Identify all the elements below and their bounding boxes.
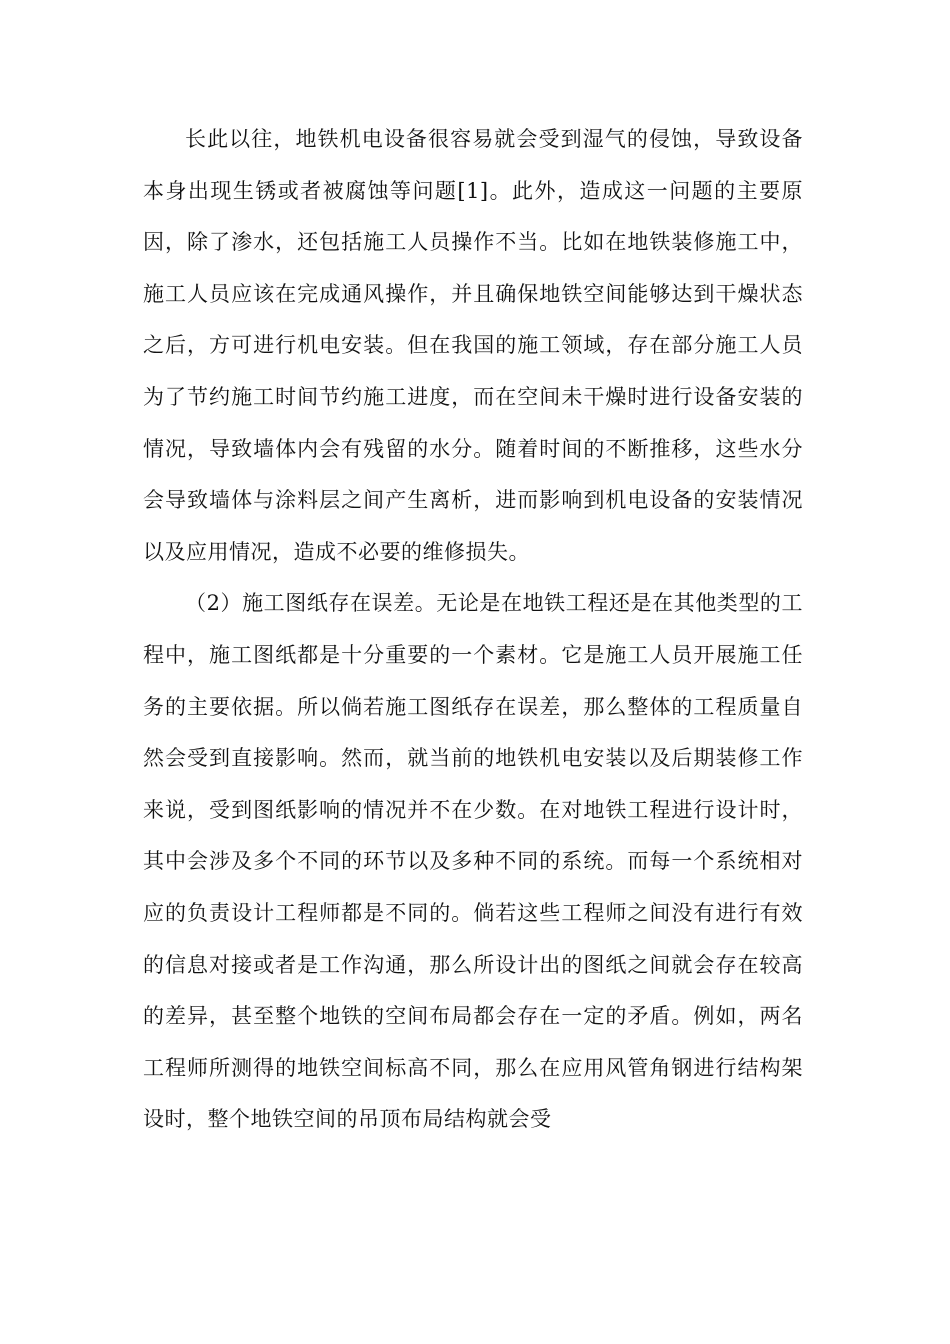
paragraph-1: 长此以往，地铁机电设备很容易就会受到湿气的侵蚀，导致设备本身出现生锈或者被腐蚀等问题[1]。此外，造成这一问题的主要原因，除了渗水，还包括施工人员操作不当。比如在地铁装修施工中，施工人员应该在完成通风操作，并且确保地铁空间能够达到干燥状态之后，方可进行机电安装。但在我国的施工领域，存在部分施工人员为了节约施工时间节约施工进度，而在空间未干燥时进行设备安装的情况，导致墙体内会有残留的水分。随着时间的不断推移，这些水分会导致墙体与涂料层之间产生离析，进而影响到机电设备的安装情况以及应用情况，造成不必要的维修损失。 [143,127,803,564]
paragraph-2: （2）施工图纸存在误差。无论是在地铁工程还是在其他类型的工程中，施工图纸都是十分重要的一个素材。它是施工人员开展施工任务的主要依据。所以倘若施工图纸存在误差，那么整体的工程质量自然会受到直接影响。然而，就当前的地铁机电安装以及后期装修工作来说，受到图纸影响的情况并不在少数。在对地铁工程进行设计时，其中会涉及多个不同的环节以及多种不同的系统。而每一个系统相对应的负责设计工程师都是不同的。倘若这些工程师之间没有进行有效的信息对接或者是工作沟通，那么所设计出的图纸之间就会存在较高的差异，甚至整个地铁的空间布局都会存在一定的矛盾。例如，两名工程师所测得的地铁空间标高不同，那么在应用风管角钢进行结构架设时，整个地铁空间的吊顶布局结构就会受 [143,591,803,1132]
document-body [143,114,803,1146]
